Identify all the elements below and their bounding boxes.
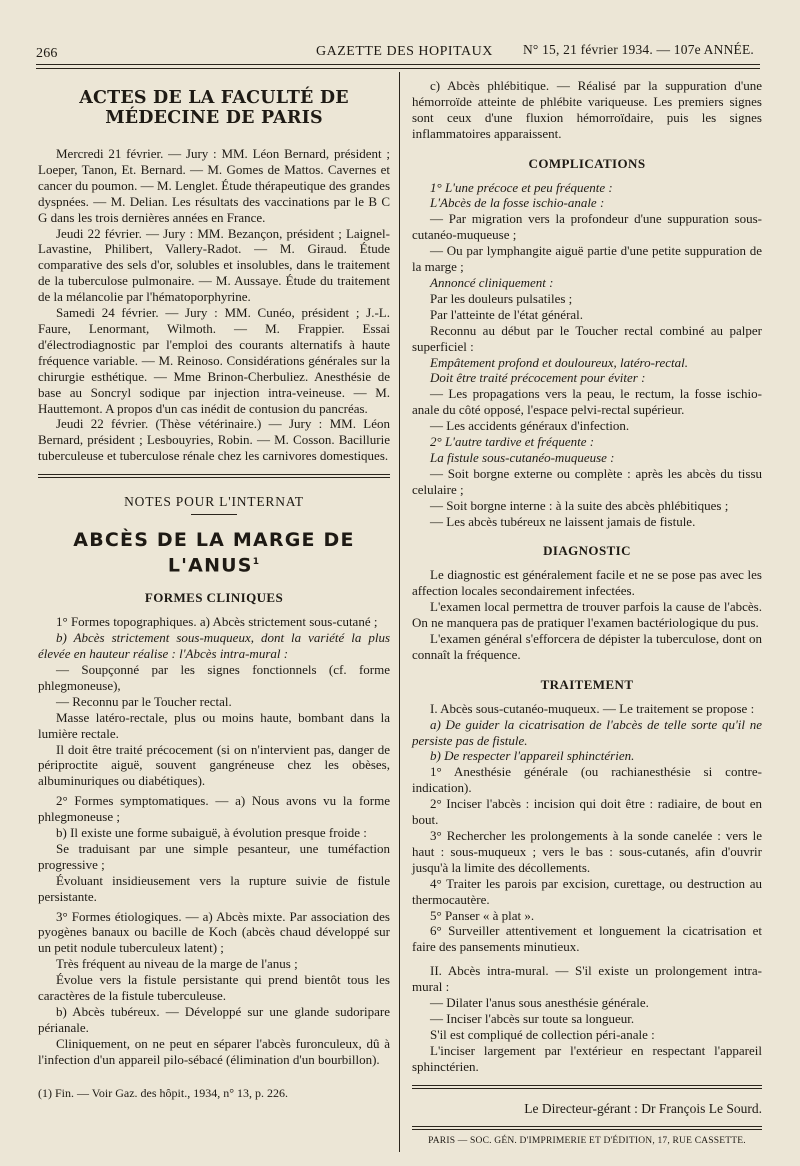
complication-para: Doit être traité précocement pour éviter :	[430, 370, 646, 386]
formes-para: Très fréquent au niveau de la marge de l'anus ;	[56, 956, 298, 972]
traitement-para: — Inciser l'abcès sur toute sa longueur.	[430, 1010, 635, 1026]
complication-para: La fistule sous-cutanéo-muqueuse :	[430, 449, 615, 465]
formes-para: — Soupçonné par les signes fonctionnels (cf. forme phlegmoneuse),	[38, 661, 390, 693]
faculty-entry-thursday: Jeudi 22 février. — Jury : MM. Bezançon, président ; Laignel-Lavastine, Philibert, Vallery-Radot. — M. Giraud. Étude comparative des sels d'or, solubles et insolubles, dans le traitement de la tuberculose pulmonaire. — M. Aussaye. Étude du traitement de la mélancolie par l'hématoporphyrine.	[38, 225, 390, 305]
traitement-para: 3° Rechercher les prolongements à la sonde canelée : vers le haut : sous-muqueux ; vers le bas : sous-cutanés, afin d'ouvrir jusqu'à la limite des décollements.	[412, 827, 762, 875]
diagnostic-para: Le diagnostic est généralement facile et ne se pose pas avec les affection locales secondairement infectées.	[412, 567, 762, 599]
complication-para: Reconnu au début par le Toucher rectal combiné au palper superficiel :	[412, 322, 762, 354]
formes-para: 3° Formes étiologiques. — a) Abcès mixte. Par association des pyogènes banaux ou bacille de Koch (abcès chaud développé sur un petit nodule tuberculeux latent) ;	[38, 908, 390, 956]
traitement-para: b) De respecter l'appareil sphinctérien.	[430, 748, 635, 764]
complication-para: 2° L'autre tardive et fréquente :	[430, 434, 595, 450]
traitement-para: 6° Surveiller attentivement et longuement la cicatrisation et faire des pansements minutieux.	[412, 923, 762, 955]
issue-date: N° 15, 21 février 1934. — 107e ANNÉE.	[522, 42, 754, 57]
formes-para: Masse latéro-rectale, plus ou moins haute, bombant dans la lumière rectale.	[38, 709, 390, 741]
formes-para: 2° Formes symptomatiques. — a) Nous avons vu la forme phlegmoneuse ;	[38, 793, 390, 825]
printer-imprint: PARIS — SOC. GÉN. D'IMPRIMERIE ET D'ÉDITION, 17, RUE CASSETTE.	[428, 1136, 746, 1147]
right-column	[412, 78, 762, 1150]
closing-rule	[412, 1085, 762, 1089]
traitement-para: L'inciser largement par l'extérieur en respectant l'appareil sphinctérien.	[412, 1042, 762, 1074]
faculty-entry-saturday: Samedi 24 février. — Jury : MM. Cunéo, président ; J.-L. Faure, Lenormant, Wilmoth. — M. Frappier. Essai d'électrodiagnostic par l'emploi des courants alternatifs à haute fréquence variable. — M. Reinoso. Considérations générales sur la chirurgie esthétique. — Mme Brinon-Cherbuliez. Anesthésie de base au Soncryl sodique par injection intra-veineuse. — M. Hauttemont. A propos d'un cas inédit de contusion du pancréas.	[38, 305, 390, 416]
journal-title: GAZETTE DES HOPITAUX	[316, 44, 493, 59]
director-signature: Le Directeur-gérant : Dr François Le Sourd.	[524, 1100, 762, 1116]
notes-section-title: NOTES POUR L'INTERNAT	[124, 494, 304, 510]
complication-para: L'Abcès de la fosse ischio-anale :	[430, 195, 605, 211]
complication-para: 1° L'une précoce et peu fréquente :	[430, 179, 613, 195]
left-column	[38, 82, 390, 1102]
faculty-section-title: ACTES DE LA FACULTÉ DE MÉDECINE DE PARIS	[79, 88, 349, 128]
formes-para: Évolue vers la fistule persistante qui prend bientôt tous les caractères de la fistule tuberculeuse.	[38, 972, 390, 1004]
diagnostic-heading: DIAGNOSTIC	[543, 543, 631, 559]
complication-para: — Les abcès tubéreux ne laissent jamais de fistule.	[430, 513, 696, 529]
traitement-para: 4° Traiter les parois par excision, curettage, ou destruction au thermocautère.	[412, 875, 762, 907]
column-divider	[399, 72, 400, 1152]
notes-title-rule	[191, 514, 237, 515]
formes-para: Se traduisant par une simple pesanteur, une tuméfaction progressive ;	[38, 840, 390, 872]
footnote: (1) Fin. — Voir Gaz. des hôpit., 1934, n° 13, p. 226.	[38, 1085, 289, 1100]
section-divider	[38, 474, 390, 478]
traitement-para: a) De guider la cicatrisation de l'abcès de telle sorte qu'il ne persiste pas de fistule.	[412, 716, 762, 748]
traitement-para: — Dilater l'anus sous anesthésie générale.	[430, 995, 649, 1011]
complication-para: Par l'atteinte de l'état général.	[430, 306, 584, 322]
complication-para: — Les accidents généraux d'infection.	[430, 418, 630, 434]
formes-para: Il doit être traité précocement (si on n'intervient pas, danger de périproctite aiguë, souvent gangréneuse chez les obèses, albuminuriques ou diabétiques).	[38, 741, 390, 789]
abces-phlebitique-para: c) Abcès phlébitique. — Réalisé par la suppuration d'une hémorroïde atteinte de phlébite variqueuse. Les premiers signes sont ceux d'une fluxion hémorroïdaire, puis les signes inflammatoires apparaissent.	[412, 78, 762, 141]
formes-para: b) Abcès strictement sous-muqueux, dont la variété la plus élevée en hauteur réalise : l'Abcès intra-mural :	[38, 630, 390, 662]
diagnostic-para: L'examen local permettra de trouver parfois la cause de l'abcès. On ne manquera pas de pratiquer l'examen bactériologique du pus.	[412, 599, 762, 631]
complication-para: Annoncé cliniquement :	[430, 274, 554, 290]
printer-rule	[412, 1126, 762, 1130]
header-rule	[36, 64, 760, 65]
complication-para: — Ou par lymphangite aiguë partie d'une petite suppuration de la marge ;	[412, 243, 762, 275]
formes-para: Cliniquement, on ne peut en séparer l'abcès furonculeux, dû à l'infection d'un appareil pilo-sébacé (élimination d'un bourbillon).	[38, 1035, 390, 1067]
traitement-para: 1° Anesthésie générale (ou rachianesthésie si contre-indication).	[412, 764, 762, 796]
complication-para: — Les propagations vers la peau, le rectum, la fosse ischio-anale du côté opposé, l'espace pelvi-rectal supérieur.	[412, 386, 762, 418]
formes-para: b) Il existe une forme subaiguë, à évolution presque froide :	[56, 825, 367, 841]
complication-para: Empâtement profond et douloureux, latéro-rectal.	[430, 354, 689, 370]
faculty-entry-wednesday: Mercredi 21 février. — Jury : MM. Léon Bernard, président ; Loeper, Tanon, Et. Bernard. — M. Gomes de Mattos. Cavernes et cancer du poumon. — M. Lenglet. Étude thérapeutique des grandes dyspnées. — M. Delian. Les résultats des vaccinations par le B C G dans les trois dernières années en France.	[38, 146, 390, 225]
complications-heading: COMPLICATIONS	[528, 155, 646, 171]
page-header	[36, 40, 760, 62]
formes-para: Évoluant insidieusement vers la rupture suivie de fistule persistante.	[38, 872, 390, 904]
faculty-entry-veterinary: Jeudi 22 février. (Thèse vétérinaire.) — Jury : MM. Léon Bernard, président ; Lesbouyries, Robin. — M. Cosson. Bacillurie tuberculeuse et tuberculose rénale chez les carnivores domestiques.	[38, 416, 390, 464]
header-rule-thin	[36, 68, 760, 69]
traitement-para: S'il est compliqué de collection péri-anale :	[430, 1026, 655, 1042]
traitement-para: I. Abcès sous-cutanéo-muqueux. — Le traitement se propose :	[430, 700, 755, 716]
traitement-heading: TRAITEMENT	[540, 676, 634, 692]
formes-para: — Reconnu par le Toucher rectal.	[56, 693, 232, 709]
complication-para: — Par migration vers la profondeur d'une suppuration sous-cutanéo-muqueuse ;	[412, 211, 762, 243]
complication-para: Par les douleurs pulsatiles ;	[430, 290, 573, 306]
traitement-para: 2° Inciser l'abcès : incision qui doit être : radiaire, de bout en bout.	[412, 796, 762, 828]
footnote-mark: 1	[252, 557, 261, 568]
traitement-para: 5° Panser « à plat ».	[430, 907, 535, 923]
formes-cliniques-heading: FORMES CLINIQUES	[144, 590, 284, 606]
formes-para: b) Abcès tubéreux. — Développé sur une glande sudoripare périanale.	[38, 1004, 390, 1035]
diagnostic-para: L'examen général s'efforcera de dépister la tuberculose, dont on connaît la fréquence.	[412, 631, 762, 662]
article-title: ABCÈS DE LA MARGE DE L'ANUS$^1$	[73, 529, 355, 577]
page-number: 266	[36, 46, 58, 61]
complication-para: — Soit borgne externe ou complète : après les abcès du tissu celulaire ;	[412, 465, 762, 497]
traitement-para: II. Abcès intra-mural. — S'il existe un prolongement intra-mural :	[412, 963, 762, 995]
complication-para: — Soit borgne interne : à la suite des abcès phlébitiques ;	[430, 497, 729, 513]
formes-para: 1° Formes topographiques. a) Abcès strictement sous-cutané ;	[56, 614, 378, 630]
